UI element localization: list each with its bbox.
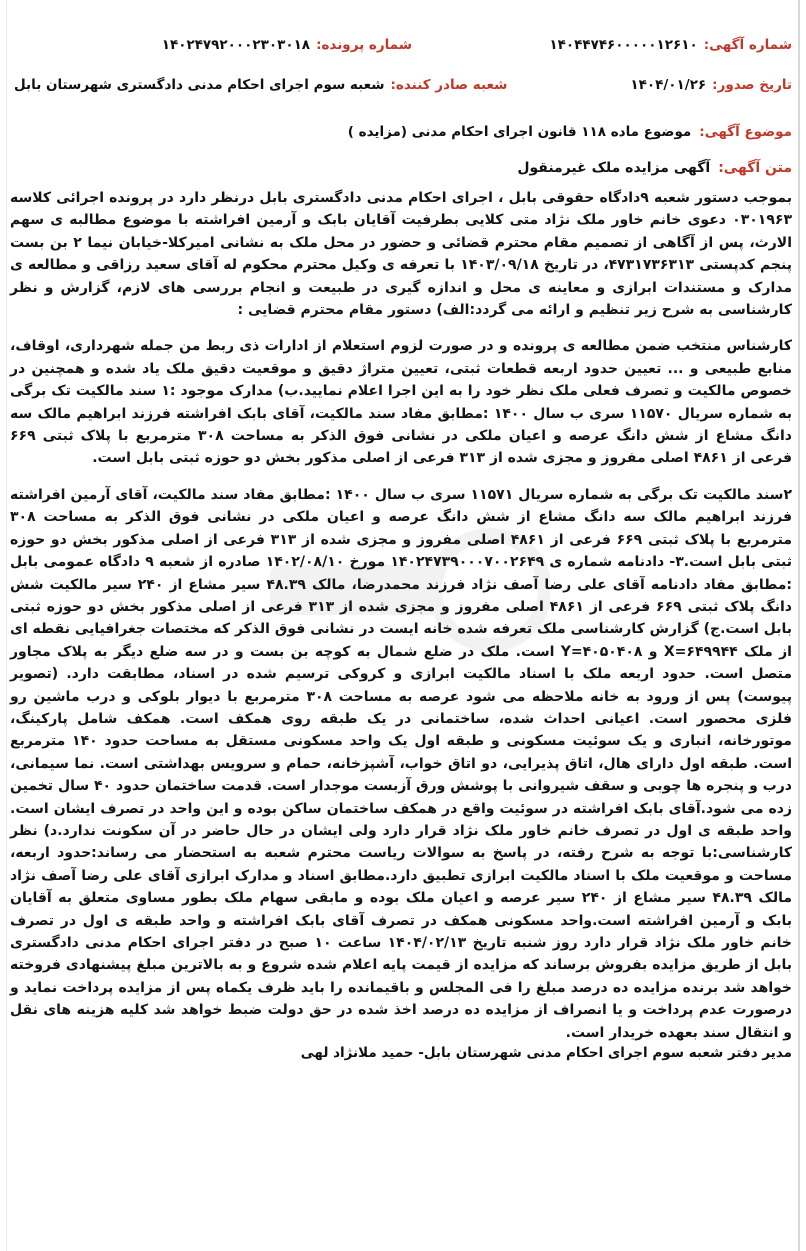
text-title-label: متن آگهی: xyxy=(718,160,792,176)
subject-label: موضوع آگهی: xyxy=(699,124,792,140)
left-border xyxy=(6,0,7,1251)
file-number-value: ۱۴۰۲۴۷۹۲۰۰۰۲۳۰۳۰۱۸ xyxy=(161,37,311,53)
issue-date-field xyxy=(507,77,792,93)
issue-date-value: ۱۴۰۴/۰۱/۲۶ xyxy=(630,77,707,93)
file-number-field xyxy=(162,37,412,53)
signature-line: مدیر دفتر شعبه سوم اجرای احکام مدنی شهرستان بابل- حمید ملانژاد لهی xyxy=(300,1045,792,1061)
issuer-label: شعبه صادر کننده: xyxy=(390,77,508,93)
ad-number-label: شماره آگهی: xyxy=(703,37,792,53)
ad-number-value: ۱۴۰۴۴۷۴۶۰۰۰۰۰۱۲۶۱۰ xyxy=(549,37,698,53)
ad-body xyxy=(10,187,792,1058)
right-border xyxy=(798,0,800,1251)
header-row-2 xyxy=(14,73,792,97)
issue-date-label: تاریخ صدور: xyxy=(712,77,792,93)
body-paragraph-1: بموجب دستور شعبه ۹دادگاه حقوقی بابل ، اجرای احکام مدنی دادگستری بابل درنظر دارد در پرونده اجرائی کلاسه ۰۳۰۱۹۶۳ دعوی خانم خاور ملک نژاد متی کلایی بطرفیت آقایان بابک و آرمین افراشته با موضوع مطالبه ی سهم الارث، پس از آگاهی از تصمیم مقام محترم قضائی و حضور در محل ملک به نشانی امیرکلا-خیابان نیما ۲ بن بست پنجم کدپستی ۴۷۳۱۷۳۶۳۱۳، در تاریخ ۱۴۰۳/۰۹/۱۸ با تعرفه ی وکیل محترم محکوم له آقای سعید رزاقی و مطالعه ی مدارک و مستندات ابرازی و معاینه ی محل و اندازه گیری در طبیعت و انجام بررسی های لازم، گزارش و نظر کارشناسی به شرح زیر تنظیم و ارائه می گردد:الف) دستور مقام محترم قضایی : xyxy=(10,190,792,319)
subject-value: موضوع ماده ۱۱۸ قانون اجرای احکام مدنی (مزایده ) xyxy=(347,124,692,140)
header-row-1 xyxy=(14,33,792,57)
text-title-value: آگهی مزایده ملک غیرمنقول xyxy=(517,160,711,176)
body-paragraph-3: ۲سند مالکیت تک برگی به شماره سریال ۱۱۵۷۱ سری ب سال ۱۴۰۰ :مطابق مفاد سند مالکیت، آقای آرمین افراشته فرزند ابراهیم مالک سه دانگ مشاع از شش دانگ عرصه و اعیان ملکی در نشانی فوق الذکر به مساحت ۳۰۸ مترمربع با پلاک ثبتی ۶۶۹ فرعی از ۴۸۶۱ اصلی مفروز و مجزی شده از ۳۱۳ فرعی از اصلی مذکور بخش دو حوزه ثبتی بابل است.۳- دادنامه شماره ی ۱۴۰۲۴۷۳۹۰۰۰۷۰۰۲۶۴۹ مورخ ۱۴۰۲/۰۸/۱۰ صادره از شعبه ۹ دادگاه عمومی بابل :مطابق مفاد دادنامه آقای علی رضا آصف نژاد فرزند محمدرضا، مالک ۴۸.۳۹ سیر مشاع از ۲۴۰ سیر مالکیت شش دانگ پلاک ثبتی ۶۶۹ فرعی از ۴۸۶۱ اصلی مفروز و مجزی شده از ۳۱۳ فرعی از اصلی مذکور بخش دو حوزه ثبتی بابل است.ج) گزارش کارشناسی ملک تعرفه شده خانه ایست در نشانی فوق الذکر که مختصات جغرافیایی نقطه ای از ملک X=۶۴۹۹۴۴ و Y=۴۰۵۰۴۰۸ است. ملک در ضلع شمال به کوچه بن بست و در سه ضلع دیگر به پلاک مجاور متصل است. حدود اربعه ملک با اسناد مالکیت ابرازی و کروکی ترسیم شده در اسناد، مطابقت دارد. (تصویر پیوست) پس از ورود به خانه ملاحظه می شود عرصه به مساحت ۳۰۸ مترمربع با دیوار بلوکی و درب ماشین رو فلزی محصور است. اعیانی احداث شده، ساختمانی در یک طبقه روی همکف است. همکف شامل پارکینگ، موتورخانه، انباری و یک سوئیت مسکونی و طبقه اول یک واحد مسکونی مستقل به مساحت حدود ۱۴۰ مترمربع است. طبقه اول دارای هال، اتاق پذیرایی، دو اتاق خواب، آشپزخانه، حمام و سرویس بهداشتی است. نما سیمانی، درب و پنجره ها چوبی و سقف شیروانی با پوشش ورق آزبست موجدار است. قدمت ساختمان حدود ۴۰ سال تخمین زده می شود.آقای بابک افراشته در سوئیت واقع در همکف ساختمان ساکن بوده و این واحد در تصرف ایشان است. واحد طبقه ی اول در تصرف خانم خاور ملک نژاد قرار دارد ولی ایشان در حال حاضر در آن سکونت ندارد.د) نظر کارشناسی:با توجه به شرح رفته، در پاسخ به سوالات ریاست محترم شعبه به استحضار می رساند:حدود اربعه، مساحت و موقعیت ملک با اسناد مالکیت ابرازی تطبیق دارد.مطابق اسناد و مدارک ابرازی آقای علی رضا آصف نژاد مالک ۴۸.۳۹ سیر مشاع از ۲۴۰ سیر عرصه و اعیان ملک بوده و مابقی سهام ملک بطور مساوی متعلق به آقایان بابک و آرمین افراشته است.واحد مسکونی همکف در تصرف آقای بابک افراشته و واحد طبقه ی اول در تصرف خانم خاور ملک نژاد قرار دارد روز شنبه تاریخ ۱۴۰۴/۰۲/۱۳ ساعت ۱۰ صبح در دفتر اجرای احکام مدنی دادگستری بابل از طریق مزایده بفروش برساند که مزایده از قیمت پایه اعلام شده شروع و به بالاترین مبلغ پیشنهادی فروخته خواهد شد برنده مزایده ده درصد مبلغ را فی المجلس و باقیمانده را باید ظرف یکماه پس از مزایده پرداخت نماید و درصورت عدم پرداخت و یا انصراف از مزایده ده درصد اخذ شده در حق دولت ضبط خواهد شد کلیه هزینه های نقل و انتقال سند بعهده خریدار است. xyxy=(10,486,793,1041)
issuer-field xyxy=(14,77,507,93)
ad-text-title xyxy=(14,160,792,176)
issuer-value: شعبه سوم اجرای احکام مدنی دادگستری شهرستان بابل xyxy=(14,77,385,93)
ad-number-field xyxy=(412,37,792,53)
file-number-label: شماره پرونده: xyxy=(316,37,412,53)
body-paragraph-2: کارشناس منتخب ضمن مطالعه ی پرونده و در صورت لزوم استعلام از ادارات ذی ربط من جمله شهرداری، اوقاف، منابع طبیعی و ... تعیین حدود اربعه قطعات ثبتی، تعیین متراژ دقیق و موقعیت دقیق ملک یاد شده و همچنین در خصوص مالکیت و تصرف فعلی ملک نظر خود را به این اجرا اعلام نمایید.ب) مدارک موجود :۱ سند مالکیت تک برگی به شماره سریال ۱۱۵۷۰ سری ب سال ۱۴۰۰ :مطابق مفاد سند مالکیت، آقای بابک افراشته فرزند ابراهیم مالک سه دانگ مشاع از شش دانگ عرصه و اعیان ملکی در نشانی فوق الذکر به مساحت ۳۰۸ مترمربع با پلاک ثبتی ۶۶۹ فرعی از ۴۸۶۱ اصلی مفروز و مجزی شده از ۳۱۳ فرعی از اصلی مذکور بخش دو حوزه ثبتی بابل است. xyxy=(10,338,792,467)
ad-subject xyxy=(14,124,792,140)
